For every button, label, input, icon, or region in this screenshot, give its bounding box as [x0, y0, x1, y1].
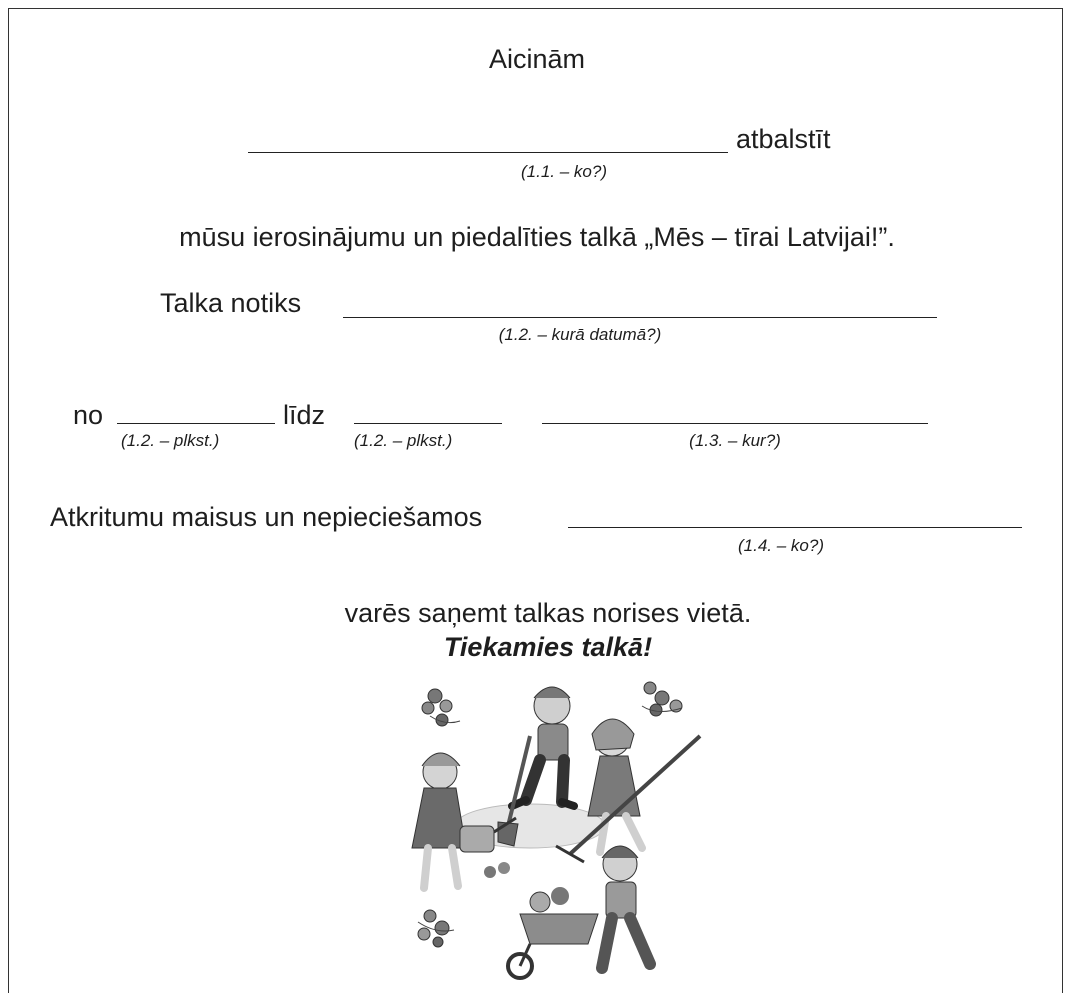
time-to-blank[interactable] [354, 423, 502, 424]
hint-place: (1.3. – kur?) [689, 431, 781, 450]
bags-label: Atkritumu maisus un nepieciešamos [50, 502, 483, 532]
flower-icon [418, 910, 454, 947]
flower-icon [422, 689, 460, 726]
boy-wheelbarrow [508, 846, 650, 978]
hint-whom: (1.1. – ko?) [521, 162, 607, 181]
hint-time-from: (1.2. – plkst.) [121, 431, 220, 450]
children-cleanup-illustration [380, 676, 720, 991]
hint-time-to: (1.2. – plkst.) [354, 431, 453, 450]
items-blank[interactable] [568, 527, 1022, 528]
hint-date: (1.2. – kurā datumā?) [498, 325, 662, 344]
proposal-sentence: mūsu ierosinājumu un piedalīties talkā „Mēs – tīrai Latvijai!”. [179, 222, 895, 252]
time-from-blank[interactable] [117, 423, 275, 424]
whom-blank[interactable] [248, 152, 728, 153]
talka-label: Talka notiks [160, 288, 302, 318]
closing-text: Tiekamies talkā! [443, 632, 653, 662]
from-word: no [73, 400, 104, 430]
receive-line: varēs saņemt talkas norises vietā. [344, 598, 752, 628]
until-word: līdz [283, 400, 326, 430]
flower-icon [642, 682, 682, 716]
heading: Aicinām [488, 44, 586, 74]
place-blank[interactable] [542, 423, 928, 424]
support-word: atbalstīt [736, 124, 831, 154]
hint-what: (1.4. – ko?) [738, 536, 824, 555]
date-blank[interactable] [343, 317, 937, 318]
